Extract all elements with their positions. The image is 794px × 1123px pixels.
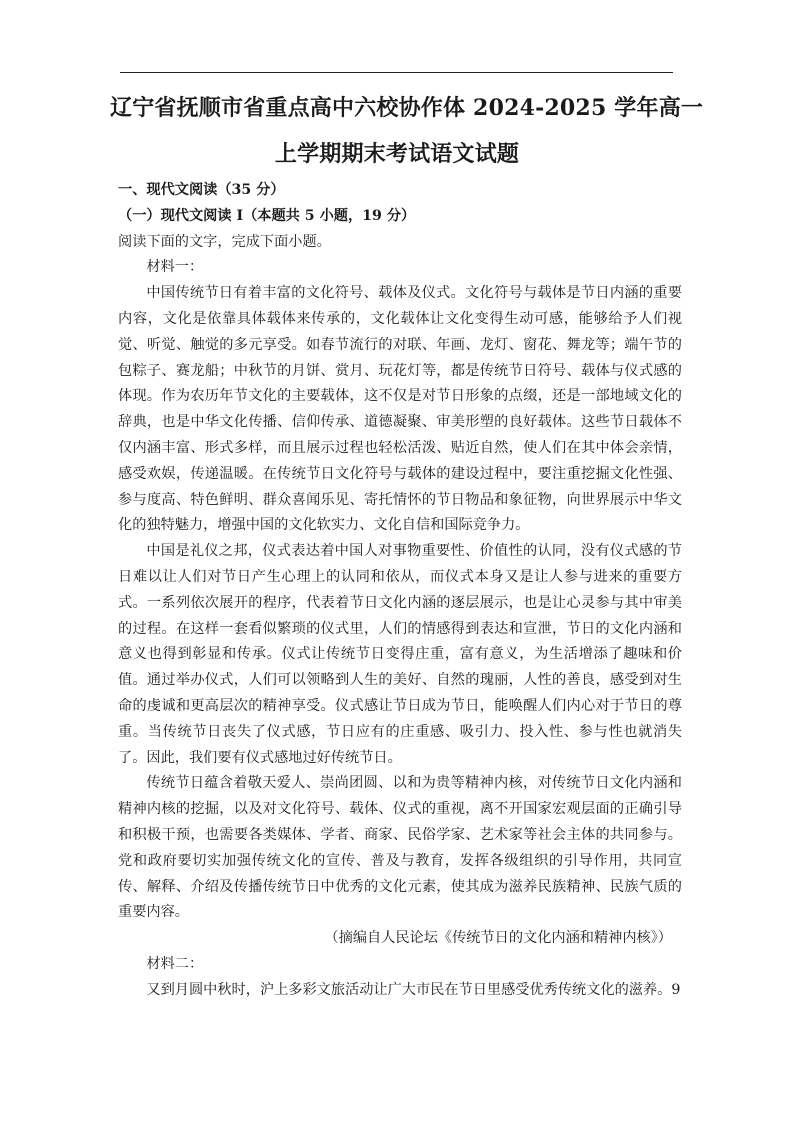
material-1-paragraph-2: 中国是礼仪之邦，仪式表达着中国人对事物重要性、价值性的认同，没有仪式感的节日难以让人们对节日产生心理上的认同和依从，而仪式本身又是让人参与进来的重要方式。一系列依次展开的程序，代表着节日文化内涵的逐层展示，也是让心灵参与其中审美的过程。在这样一套看似繁琐的仪式里，人们的情感得到表达和宣泄，节日的文化内涵和意义也得到彰显和传承。仪式让传统节日变得庄重，富有意义，为生活增添了趣味和价值。通过举办仪式，人们可以领略到人生的美好、自然的瑰丽，人性的善良，感受到对生命的虔诚和更高层次的精神享受。仪式感让节日成为节日，能唤醒人们内心对于节日的尊重。当传统节日丧失了仪式感，节日应有的庄重感、吸引力、投入性、参与性也就消失了。因此，我们要有仪式感地过好传统节日。 xyxy=(118,543,682,766)
section-heading: 一、现代文阅读（35 分） xyxy=(118,182,285,198)
material-2-label: 材料二： xyxy=(146,955,204,972)
reading-instruction: 阅读下面的文字，完成下面小题。 xyxy=(118,233,331,250)
material-1-paragraph-1: 中国传统节日有着丰富的文化符号、载体及仪式。文化符号与载体是节日内涵的重要内容，文化是依靠具体载体来传承的，文化载体让文化变得生动可感，能够给予人们视觉、听觉、触觉的多元享受。如春节流行的对联、年画、龙灯、窗花、舞龙等；端午节的包粽子、赛龙船；中秋节的月饼、赏月、玩花灯等，都是传统节日符号、载体与仪式感的体现。作为农历年节文化的主要载体，这不仅是对节日形象的点缀，还是一部地域文化的辞典，也是中华文化传播、信仰传承、道德凝聚、审美形塑的良好载体。这些节日载体不仅内涵丰富、形式多样，而且展示过程也轻松活泼、贴近自然，使人们在其中体会亲情，感受欢娱，传递温暖。在传统节日文化符号与载体的建设过程中，要注重挖掘文化性强、参与度高、特色鲜明、群众喜闻乐见、寄托情怀的节日物品和象征物，向世界展示中华文化的独特魅力，增强中国的文化软实力、文化自信和国际竞争力。 xyxy=(118,285,682,534)
material-2-paragraph-1: 又到月圆中秋时，沪上多彩文旅活动让广大市民在节日里感受优秀传统文化的滋养。9 xyxy=(146,981,681,998)
material-1-paragraph-3: 传统节日蕴含着敬天爱人、崇尚团圆、以和为贵等精神内核，对传统节日文化内涵和精神内核的挖掘，以及对文化符号、载体、仪式的重视，离不开国家宏观层面的正确引导和积极干预，也需要各类媒体、学者、商家、民俗学家、艺术家等社会主体的共同参与。党和政府要切实加强传统文化的宣传、普及与教育，发挥各级组织的引导作用，共同宣传、解释、介绍及传播传统节日中优秀的文化元素，使其成为滋养民族精神、民族气质的重要内容。 xyxy=(118,775,682,921)
document-title-line-2: 上学期期末考试语文试题 xyxy=(274,141,520,167)
material-1-label: 材料一： xyxy=(146,259,204,276)
document-title-line-1: 辽宁省抚顺市省重点高中六校协作体 2024-2025 学年高一 xyxy=(110,95,704,121)
material-1-source: （摘编自人民论坛《传统节日的文化内涵和精神内核》） xyxy=(324,930,672,947)
header-rule xyxy=(120,72,673,73)
subsection-heading: （一）现代文阅读 I（本题共 5 小题，19 分） xyxy=(118,207,416,224)
document-body xyxy=(118,178,682,1004)
